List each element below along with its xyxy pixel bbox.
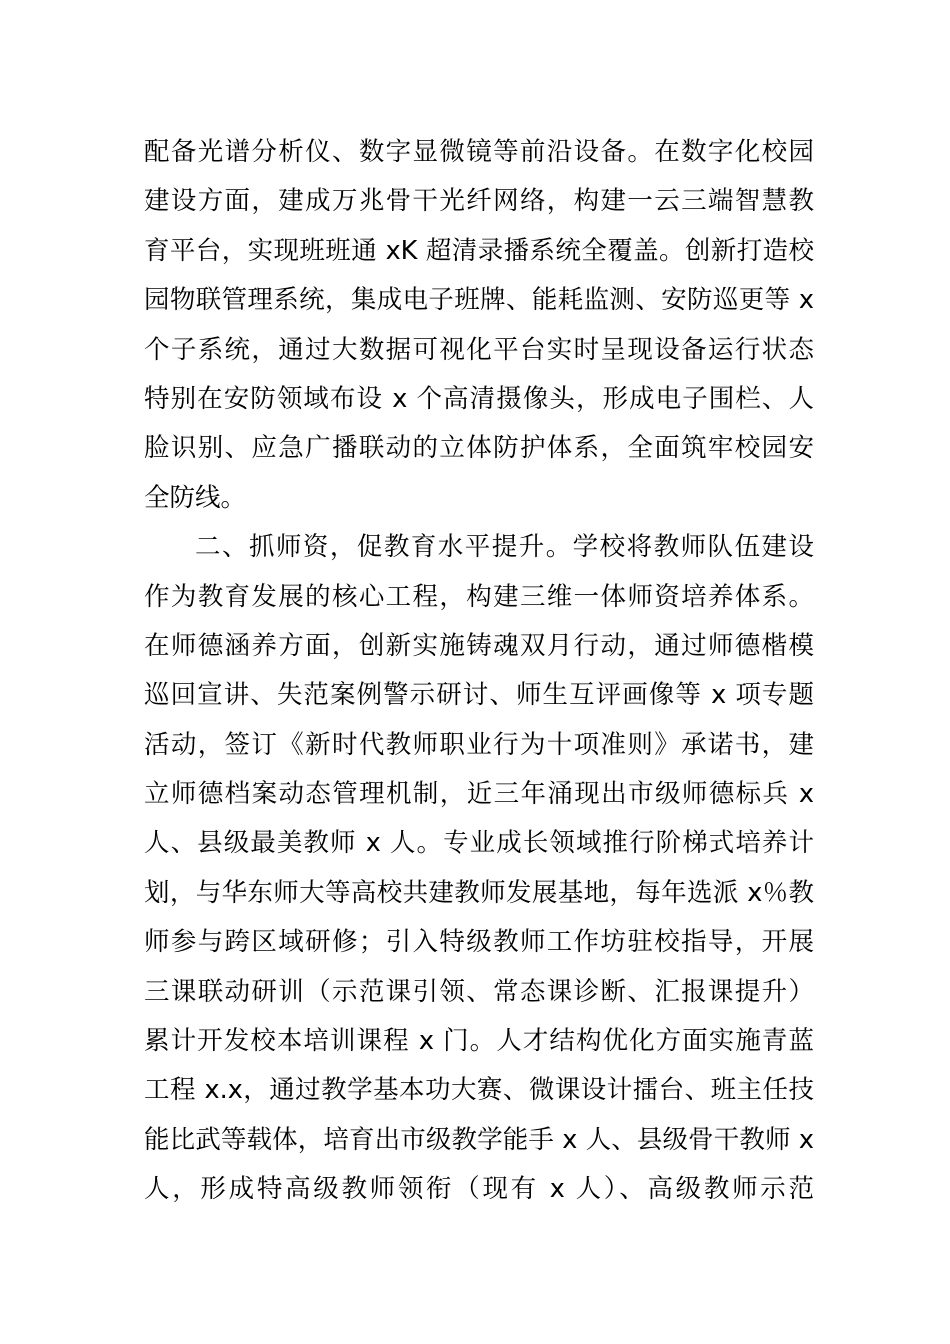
text-line: 人，形成特高级教师领衔（现有 x 人）、高级教师示范	[144, 1174, 814, 1205]
section-heading-line: 二、抓师资，促教育水平提升。学校将教师队伍建设	[195, 532, 814, 563]
text-line: 全防线。	[144, 482, 247, 513]
text-line: 立师德档案动态管理机制，近三年涌现出市级师德标兵 x	[144, 779, 814, 810]
text-line: 建设方面，建成万兆骨干光纤网络，构建一云三端智慧教	[144, 186, 814, 217]
text-line: 脸识别、应急广播联动的立体防护体系，全面筑牢校园安	[144, 433, 814, 464]
text-line: 巡回宣讲、失范案例警示研讨、师生互评画像等 x 项专题	[144, 680, 814, 711]
text-line: 工程 x.x，通过教学基本功大赛、微课设计擂台、班主任技	[144, 1075, 814, 1106]
text-line: 作为教育发展的核心工程，构建三维一体师资培养体系。	[144, 581, 814, 612]
text-line: 园物联管理系统，集成电子班牌、能耗监测、安防巡更等 x	[144, 285, 814, 316]
text-line: 特别在安防领域布设 x 个高清摄像头，形成电子围栏、人	[144, 383, 814, 414]
text-line: 个子系统，通过大数据可视化平台实时呈现设备运行状态	[144, 334, 814, 365]
body-text	[144, 128, 814, 1215]
text-line: 配备光谱分析仪、数字显微镜等前沿设备。在数字化校园	[144, 137, 814, 167]
text-line: 师参与跨区域研修；引入特级教师工作坊驻校指导，开展	[144, 927, 814, 958]
text-line: 累计开发校本培训课程 x 门。人才结构优化方面实施青蓝	[144, 1026, 814, 1057]
text-line: 育平台，实现班班通 xK 超清录播系统全覆盖。创新打造校	[144, 235, 814, 266]
text-line: 能比武等载体，培育出市级教学能手 x 人、县级骨干教师 x	[144, 1124, 814, 1155]
text-line: 人、县级最美教师 x 人。专业成长领域推行阶梯式培养计	[144, 828, 814, 859]
text-line: 划，与华东师大等高校共建教师发展基地，每年选派 x％教	[144, 877, 814, 908]
text-line: 在师德涵养方面，创新实施铸魂双月行动，通过师德楷模	[144, 630, 814, 661]
text-line: 活动，签订《新时代教师职业行为十项准则》承诺书，建	[144, 729, 814, 760]
text-line: 三课联动研训（示范课引领、常态课诊断、汇报课提升）	[144, 976, 814, 1007]
